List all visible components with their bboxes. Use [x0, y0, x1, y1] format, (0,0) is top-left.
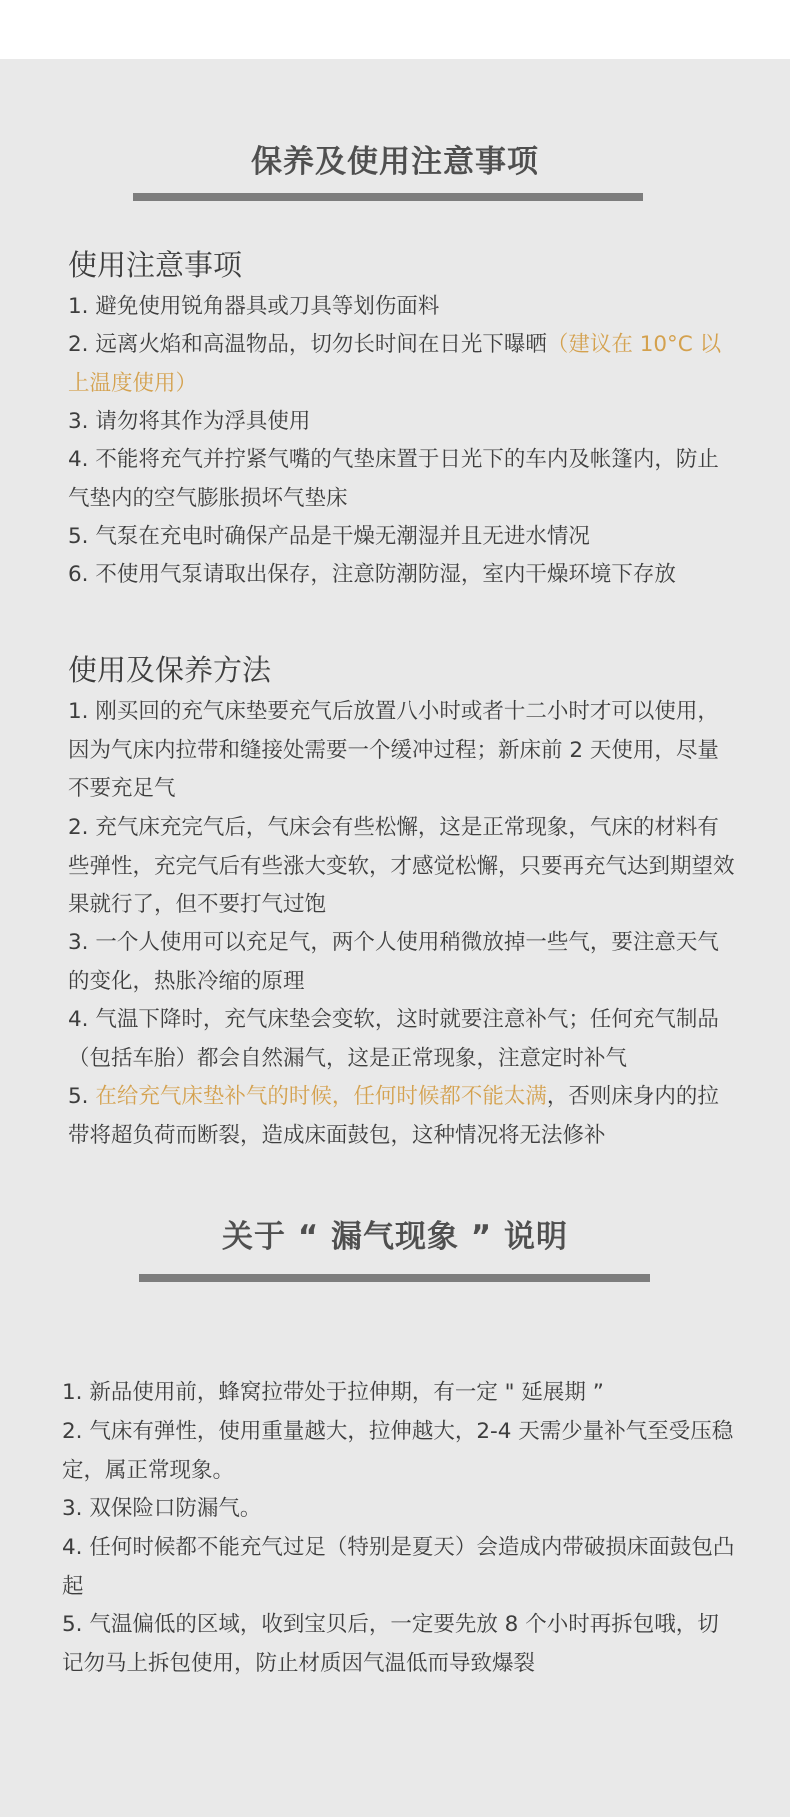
list-item: 1. 避免使用锐角器具或刀具等划伤面料 — [68, 294, 440, 319]
list-item: 5. 在给充气床垫补气的时候，任何时候都不能太满，否则床身内的拉带将超负荷而断裂，造成床面鼓包，这种情况将无法修补 — [68, 1084, 719, 1148]
list-item: 1. 新品使用前，蜂窝拉带处于拉伸期，有一定 " 延展期 ” — [62, 1380, 604, 1405]
title-underline — [133, 193, 643, 201]
highlight-text: 在给充气床垫补气的时候，任何时候都不能太满 — [95, 1084, 547, 1109]
list-item: 5. 气泵在充电时确保产品是干燥无潮湿并且无进水情况 — [68, 524, 590, 549]
highlight-text: （建议在 10°C 以上温度使用） — [68, 332, 722, 396]
list-item: 1. 刚买回的充气床垫要充气后放置八小时或者十二小时才可以使用，因为气床内拉带和缝接处需要一个缓冲过程；新床前 2 天使用，尽量不要充足气 — [68, 699, 719, 801]
section-title-leak: 关于 “ 漏气现象 ” 说明 — [222, 1219, 568, 1255]
list-item: 2. 气床有弹性，使用重量越大，拉伸越大，2-4 天需少量补气至受压稳定，属正常现象。 — [62, 1419, 734, 1483]
list-item: 6. 不使用气泵请取出保存，注意防潮防湿，室内干燥环境下存放 — [68, 562, 676, 587]
list-item: 3. 双保险口防漏气。 — [62, 1496, 262, 1521]
list-item: 5. 气温偏低的区域，收到宝贝后，一定要先放 8 个小时再拆包哦，切记勿马上拆包使用，防止材质因气温低而导致爆裂 — [62, 1612, 719, 1676]
list-item: 4. 不能将充气并拧紧气嘴的气垫床置于日光下的车内及帐篷内，防止气垫内的空气膨胀损坏气垫床 — [68, 447, 719, 511]
title-underline — [139, 1274, 650, 1282]
list-item: 3. 请勿将其作为浮具使用 — [68, 409, 311, 434]
section-title-care: 保养及使用注意事项 — [251, 144, 539, 180]
heading-usage-notes: 使用注意事项 — [68, 248, 243, 282]
list-item: 2. 远离火焰和高温物品，切勿长时间在日光下曝晒（建议在 10°C 以上温度使用） — [68, 332, 722, 396]
list-item: 4. 气温下降时，充气床垫会变软，这时就要注意补气；任何充气制品（包括车胎）都会自然漏气，这是正常现象，注意定时补气 — [68, 1007, 719, 1071]
list-item: 2. 充气床充完气后，气床会有些松懈，这是正常现象，气床的材料有些弹性，充完气后有些涨大变软，才感觉松懈，只要再充气达到期望效果就行了，但不要打气过饱 — [68, 815, 735, 917]
list-item: 3. 一个人使用可以充足气，两个人使用稍微放掉一些气，要注意天气的变化，热胀冷缩的原理 — [68, 930, 719, 994]
list-item: 4. 任何时候都不能充气过足（特别是夏天）会造成内带破损床面鼓包凸起 — [62, 1535, 735, 1599]
heading-care-method: 使用及保养方法 — [68, 653, 272, 687]
